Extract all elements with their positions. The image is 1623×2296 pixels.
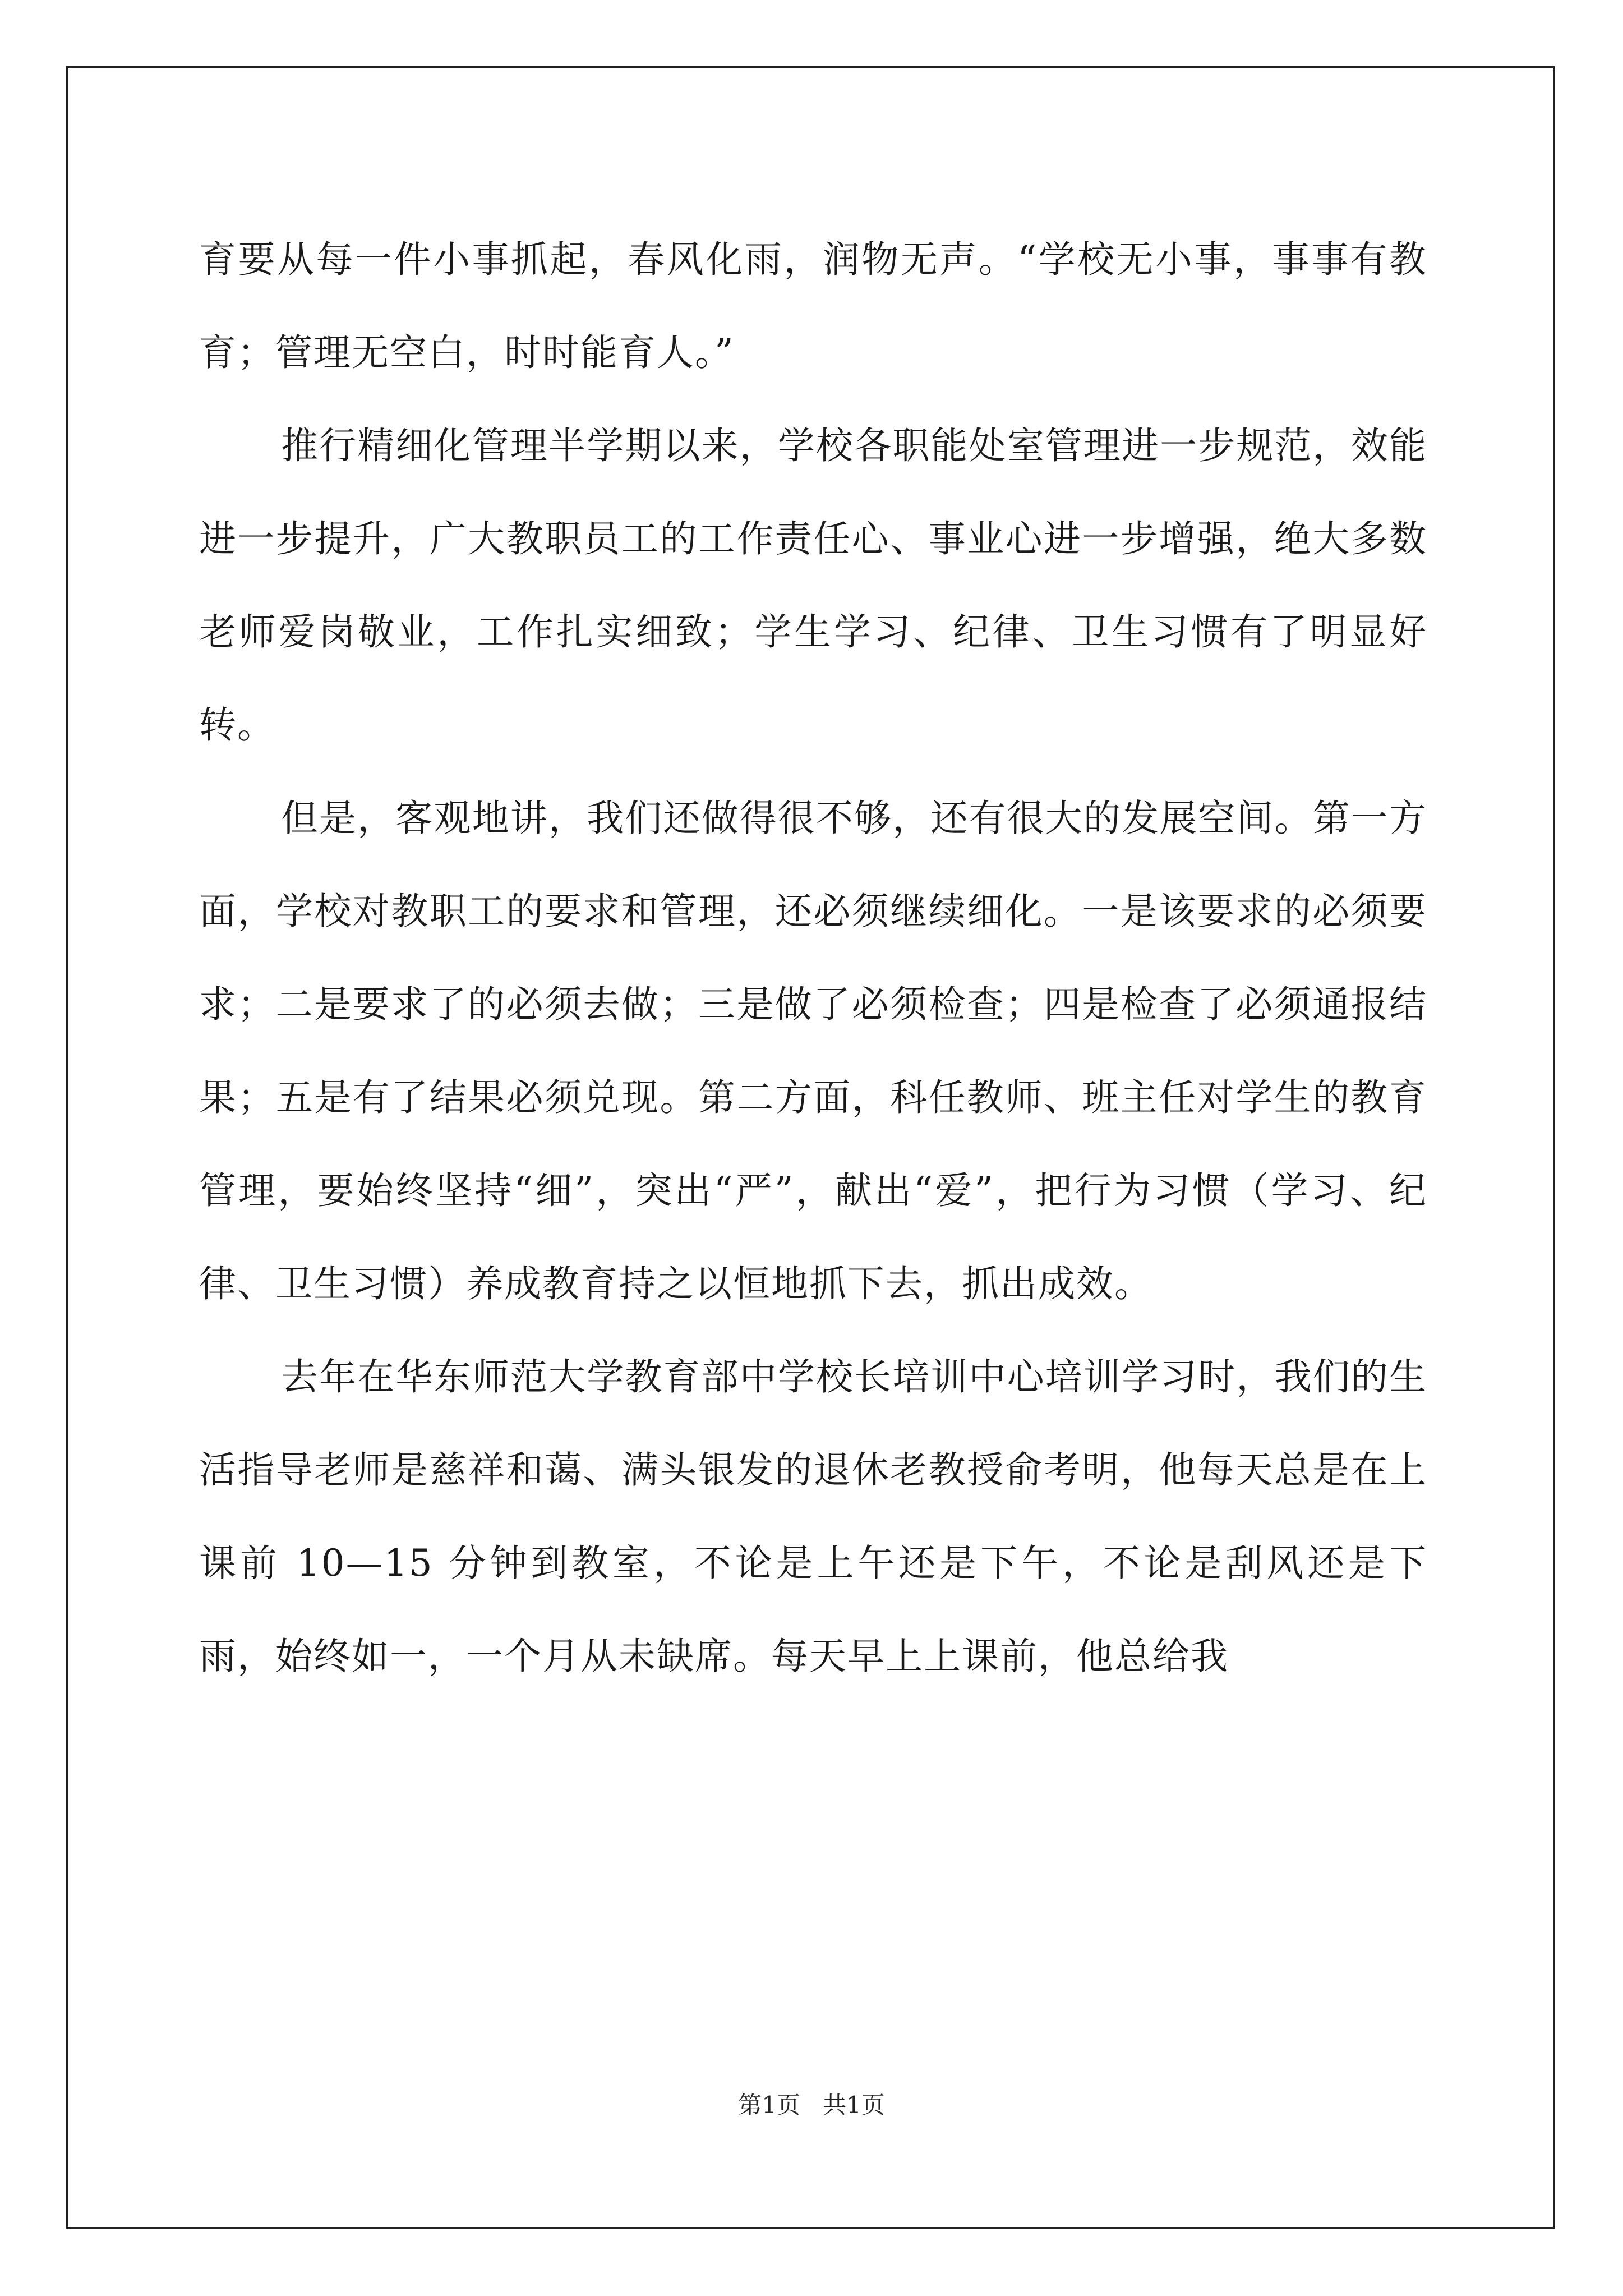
document-body bbox=[199, 213, 1427, 1703]
page-footer bbox=[0, 2087, 1623, 2120]
paragraph-3: 但是，客观地讲，我们还做得很不够，还有很大的发展空间。第一方面，学校对教职工的要求和管理，还必须继续细化。一是该要求的必须要求；二是要求了的必须去做；三是做了必须检查；四是检查了必须通报结果；五是有了结果必须兑现。第二方面，科任教师、班主任对学生的教育管理，要始终坚持“细”，突出“严”，献出“爱”，把行为习惯（学习、纪律、卫生习惯）养成教育持之以恒地抓下去，抓出成效。 bbox=[199, 797, 1427, 1305]
paragraph-2: 推行精细化管理半学期以来，学校各职能处室管理进一步规范，效能进一步提升，广大教职员工的工作责任心、事业心进一步增强，绝大多数老师爱岗敬业，工作扎实细致；学生学习、纪律、卫生习惯有了明显好转。 bbox=[199, 424, 1427, 747]
paragraph-1: 育要从每一件小事抓起，春风化雨，润物无声。“学校无小事，事事有教育；管理无空白，时时能育人。” bbox=[199, 238, 1427, 374]
paragraph-4: 去年在华东师范大学教育部中学校长培训中心培训学习时，我们的生活指导老师是慈祥和蔼、满头银发的退休老教授俞考明，他每天总是在上课前 10—15 分钟到教室，不论是上午还是下午，不论是刮风还是下雨，始终如一，一个月从未缺席。每天早上上课前，他总给我 bbox=[199, 1355, 1427, 1678]
page-number: 第1页 bbox=[738, 2091, 800, 2119]
page-total: 共1页 bbox=[823, 2091, 885, 2119]
